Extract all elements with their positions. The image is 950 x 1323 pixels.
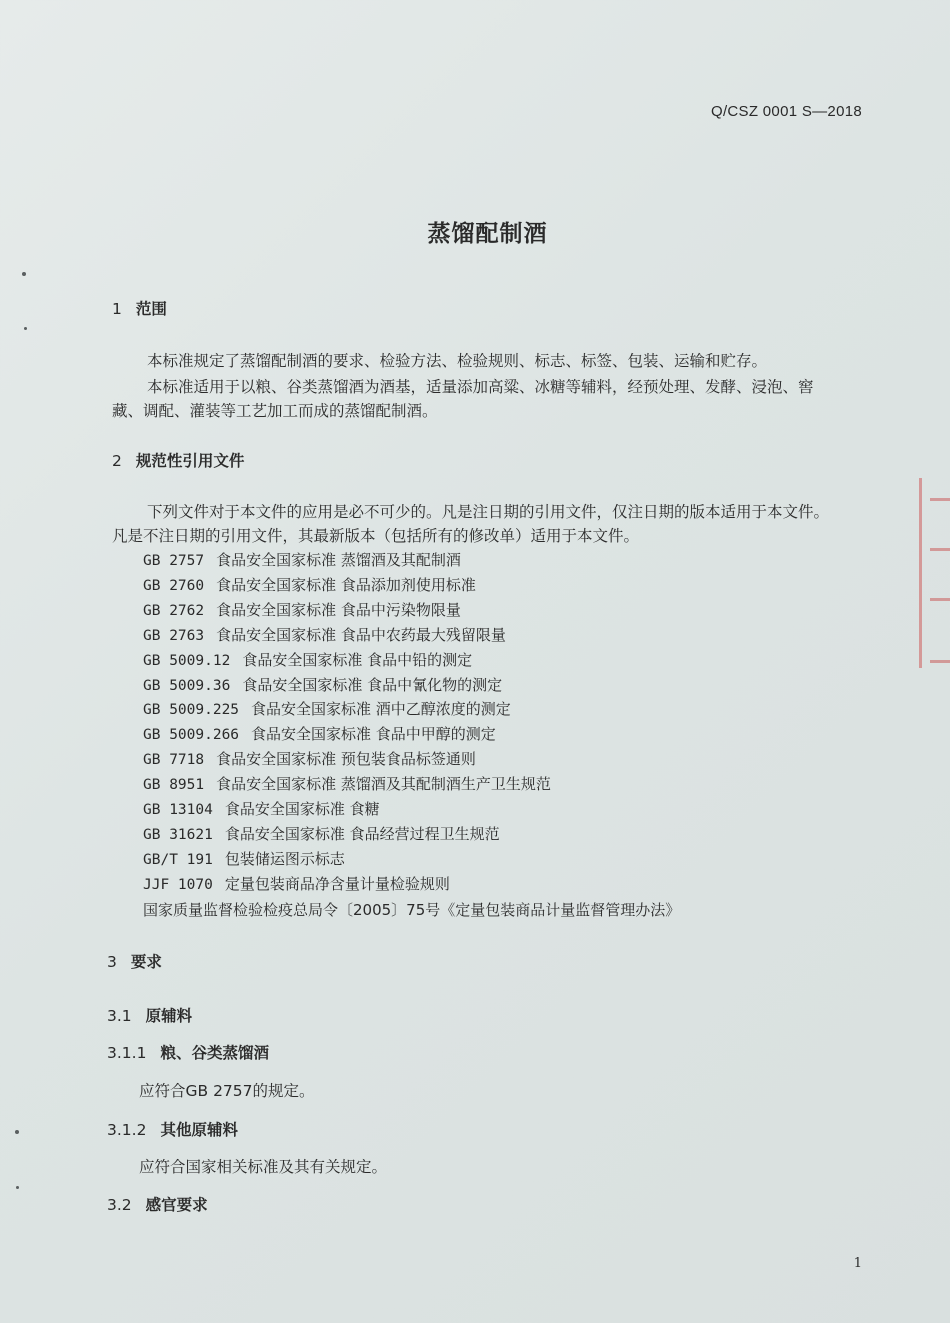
- section-number: 3.1.2: [107, 1121, 147, 1139]
- reference-code: GB 5009.225: [143, 702, 240, 718]
- reference-code: JJF 1070: [143, 877, 213, 893]
- section-number: 3: [107, 953, 117, 971]
- reference-title: 食品安全国家标准 食品中氰化物的测定: [242, 676, 503, 694]
- section-number: 3.2: [107, 1196, 132, 1214]
- seal-stamp-edge: [919, 478, 950, 668]
- reference-title: 定量包装商品净含量计量检验规则: [224, 875, 450, 893]
- subsection-3-2-heading: [107, 1193, 208, 1215]
- subsection-3-1-2-heading: [107, 1118, 238, 1140]
- reference-title: 食品安全国家标准 酒中乙醇浓度的测定: [251, 700, 511, 718]
- scope-paragraph-2-line-1: 本标准适用于以粮、谷类蒸馏酒为酒基，适量添加高粱、冰糖等辅料，经预处理、发酵、浸泡、窖: [147, 378, 814, 396]
- reference-item-regulation: 国家质量监督检验检疫总局令〔2005〕75号《定量包装商品计量监督管理办法》: [143, 901, 681, 919]
- section-number: 1: [112, 300, 122, 318]
- scope-paragraph-1: 本标准规定了蒸馏配制酒的要求、检验方法、检验规则、标志、标签、包装、运输和贮存。: [147, 352, 768, 370]
- document-code: Q/CSZ 0001 S—2018: [710, 103, 862, 120]
- scan-speck: [16, 1186, 19, 1189]
- reference-item: [143, 798, 380, 819]
- reference-item: [143, 773, 551, 794]
- reference-title: 食品安全国家标准 食品添加剂使用标准: [216, 576, 476, 594]
- section-label: 感官要求: [145, 1196, 208, 1214]
- section-label: 原辅料: [145, 1007, 193, 1025]
- reference-item: [143, 698, 511, 719]
- reference-code: GB 2757: [143, 553, 205, 569]
- references-intro-line-1: 下列文件对于本文件的应用是必不可少的。凡是注日期的引用文件，仅注日期的版本适用于本文件。: [147, 503, 830, 521]
- reference-item: [143, 823, 500, 844]
- section-number: 2: [112, 452, 122, 470]
- reference-code: GB 7718: [143, 752, 205, 768]
- reference-code: GB 13104: [143, 802, 213, 818]
- reference-title: 食品安全国家标准 食品中甲醇的测定: [251, 725, 496, 743]
- reference-title: 食品安全国家标准 食糖: [224, 800, 380, 818]
- reference-code: GB 8951: [143, 777, 205, 793]
- reference-code: GB 31621: [143, 827, 213, 843]
- reference-title: 食品安全国家标准 蒸馏酒及其配制酒生产卫生规范: [216, 775, 551, 793]
- section-label: 要求: [130, 953, 162, 971]
- section-label: 规范性引用文件: [135, 452, 245, 470]
- section-label: 范围: [135, 300, 167, 318]
- subsection-3-1-heading: [107, 1004, 192, 1026]
- scan-speck: [22, 272, 26, 276]
- section-2-heading: [112, 449, 244, 471]
- subsection-3-1-1-heading: [107, 1041, 269, 1063]
- reference-title: 食品安全国家标准 食品中农药最大残留限量: [216, 626, 506, 644]
- section-number: 3.1: [107, 1007, 132, 1025]
- reference-title: 食品安全国家标准 食品中铅的测定: [242, 651, 473, 669]
- reference-code: GB 2762: [143, 603, 205, 619]
- page-number: 1: [853, 1256, 862, 1271]
- reference-code: GB 5009.266: [143, 727, 240, 743]
- section-label: 其他原辅料: [160, 1121, 238, 1139]
- scan-speck: [15, 1130, 19, 1134]
- section-label: 粮、谷类蒸馏酒: [160, 1044, 269, 1062]
- reference-item: [143, 574, 476, 595]
- subsection-3-1-1-text: 应符合GB 2757的规定。: [139, 1082, 315, 1100]
- reference-item: [143, 723, 496, 744]
- reference-code: GB/T 191: [143, 852, 213, 868]
- page-title: 蒸馏配制酒: [427, 221, 548, 247]
- reference-item: [143, 674, 502, 695]
- section-3-heading: [107, 950, 162, 972]
- reference-item: [143, 748, 476, 769]
- scan-speck: [24, 327, 27, 330]
- reference-item: [143, 624, 506, 645]
- section-number: 3.1.1: [107, 1044, 147, 1062]
- references-intro-line-2: 凡是不注日期的引用文件，其最新版本（包括所有的修改单）适用于本文件。: [112, 527, 640, 545]
- reference-item: [143, 848, 345, 869]
- reference-title: 食品安全国家标准 食品经营过程卫生规范: [224, 825, 500, 843]
- reference-code: GB 5009.12: [143, 653, 231, 669]
- scope-paragraph-2-line-2: 藏、调配、灌装等工艺加工而成的蒸馏配制酒。: [112, 402, 438, 420]
- reference-code: GB 2760: [143, 578, 205, 594]
- subsection-3-1-2-text: 应符合国家相关标准及其有关规定。: [139, 1158, 388, 1176]
- reference-code: GB 5009.36: [143, 678, 231, 694]
- reference-item: [143, 649, 472, 670]
- reference-item: [143, 599, 461, 620]
- reference-item: [143, 549, 461, 570]
- reference-title: 食品安全国家标准 预包装食品标签通则: [216, 750, 476, 768]
- reference-code: GB 2763: [143, 628, 205, 644]
- reference-title: 食品安全国家标准 蒸馏酒及其配制酒: [216, 551, 461, 569]
- reference-title: 包装储运图示标志: [224, 850, 345, 868]
- section-1-heading: [112, 297, 167, 319]
- reference-title: 食品安全国家标准 食品中污染物限量: [216, 601, 461, 619]
- reference-item: [143, 873, 450, 894]
